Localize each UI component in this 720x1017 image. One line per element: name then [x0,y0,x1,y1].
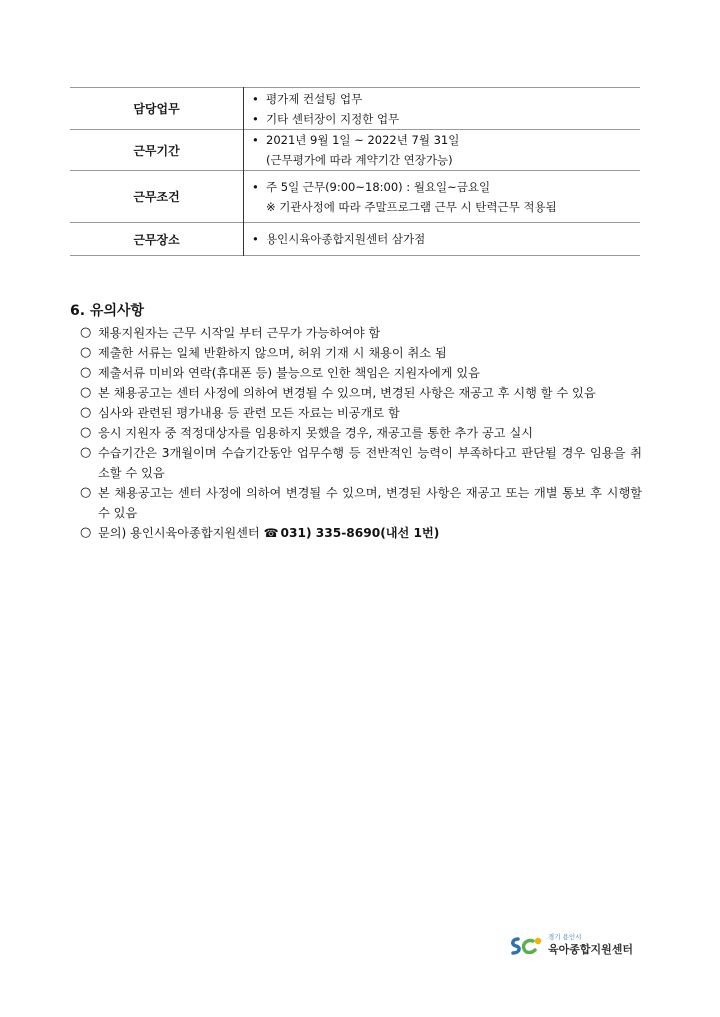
contact-prefix: 문의) 용인시육아종합지원센터 [98,526,260,540]
bullet-icon: • [252,91,259,106]
bullet-icon: • [252,111,259,126]
list-item: ○ 본 채용공고는 센터 사정에 의하여 변경될 수 있으며, 변경된 사항은 재공고 후 시행 할 수 있음 [80,383,642,403]
section-title: 6. 유의사항 [70,303,145,319]
circle-icon: ○ [80,385,92,400]
list-item: ○ 응시 지원자 중 적정대상자를 임용하지 못했을 경우, 재공고를 통한 추가 공고 실시 [80,423,642,443]
value-line: 기타 센터장이 지정한 업무 [266,111,400,126]
bullet-icon: • [252,232,259,246]
phone-icon: ☎ [263,526,279,540]
row-label: 근무기간 [70,130,244,171]
value-line: 2021년 9월 1일 ~ 2022년 7월 31일 [266,133,460,147]
row-label: 근무조건 [70,171,244,223]
job-info-table [70,87,640,256]
row-value [244,223,641,256]
value-line: 평가제 컨설팅 업무 [266,91,363,106]
row-label: 근무장소 [70,223,244,256]
circle-icon: ○ [80,445,92,460]
value-line: 주 5일 근무(9:00~18:00) : 월요일~금요일 [266,179,491,194]
table-row-duty [70,88,640,130]
center-logo [508,932,636,962]
circle-icon: ○ [80,325,92,340]
notes-list [80,323,642,543]
table-row-period [70,130,640,171]
list-item: ○ 심사와 관련된 평가내용 등 관련 모든 자료는 비공개로 함 [80,403,642,423]
logo-name: 육아종합지원센터 [548,943,634,956]
list-item: ○ 제출한 서류는 일체 반환하지 않으며, 허위 기재 시 채용이 취소 됨 [80,343,642,363]
circle-icon: ○ [80,345,92,360]
logo-mark-icon [508,934,544,958]
list-item: ○ 수습기간은 3개월이며 수습기간동안 업무수행 등 전반적인 능력이 부족하다고 판단될 경우 임용을 취소할 수 있음 [80,443,642,483]
list-item: ○ 채용지원자는 근무 시작일 부터 근무가 가능하여야 함 [80,323,642,343]
table-row-place [70,223,640,256]
circle-icon: ○ [80,405,92,420]
bullet-icon: • [252,179,259,194]
table-row-conditions [70,171,640,223]
contact-item [80,523,642,543]
value-line: ※ 기관사정에 따라 주말프로그램 근무 시 탄력근무 적용됨 [266,199,557,214]
circle-icon: ○ [80,425,92,440]
row-value [244,88,641,130]
value-line: 용인시육아종합지원센터 삼가점 [266,232,426,246]
contact-phone: 031) 335-8690(내선 1번) [280,526,440,540]
logo-subtitle: 경기 용인시 [548,933,582,941]
bullet-icon: • [252,133,259,147]
list-item: ○ 본 채용공고는 센터 사정에 의하여 변경될 수 있으며, 변경된 사항은 재공고 또는 개별 통보 후 시행할 수 있음 [80,483,642,523]
value-line: (근무평가에 따라 계약기간 연장가능) [266,153,453,167]
circle-icon: ○ [80,525,92,540]
list-item: ○ 제출서류 미비와 연락(휴대폰 등) 불능으로 인한 책임은 지원자에게 있음 [80,363,642,383]
row-value [244,171,641,223]
row-value [244,130,641,171]
circle-icon: ○ [80,365,92,380]
row-label: 담당업무 [70,88,244,130]
circle-icon: ○ [80,485,92,500]
